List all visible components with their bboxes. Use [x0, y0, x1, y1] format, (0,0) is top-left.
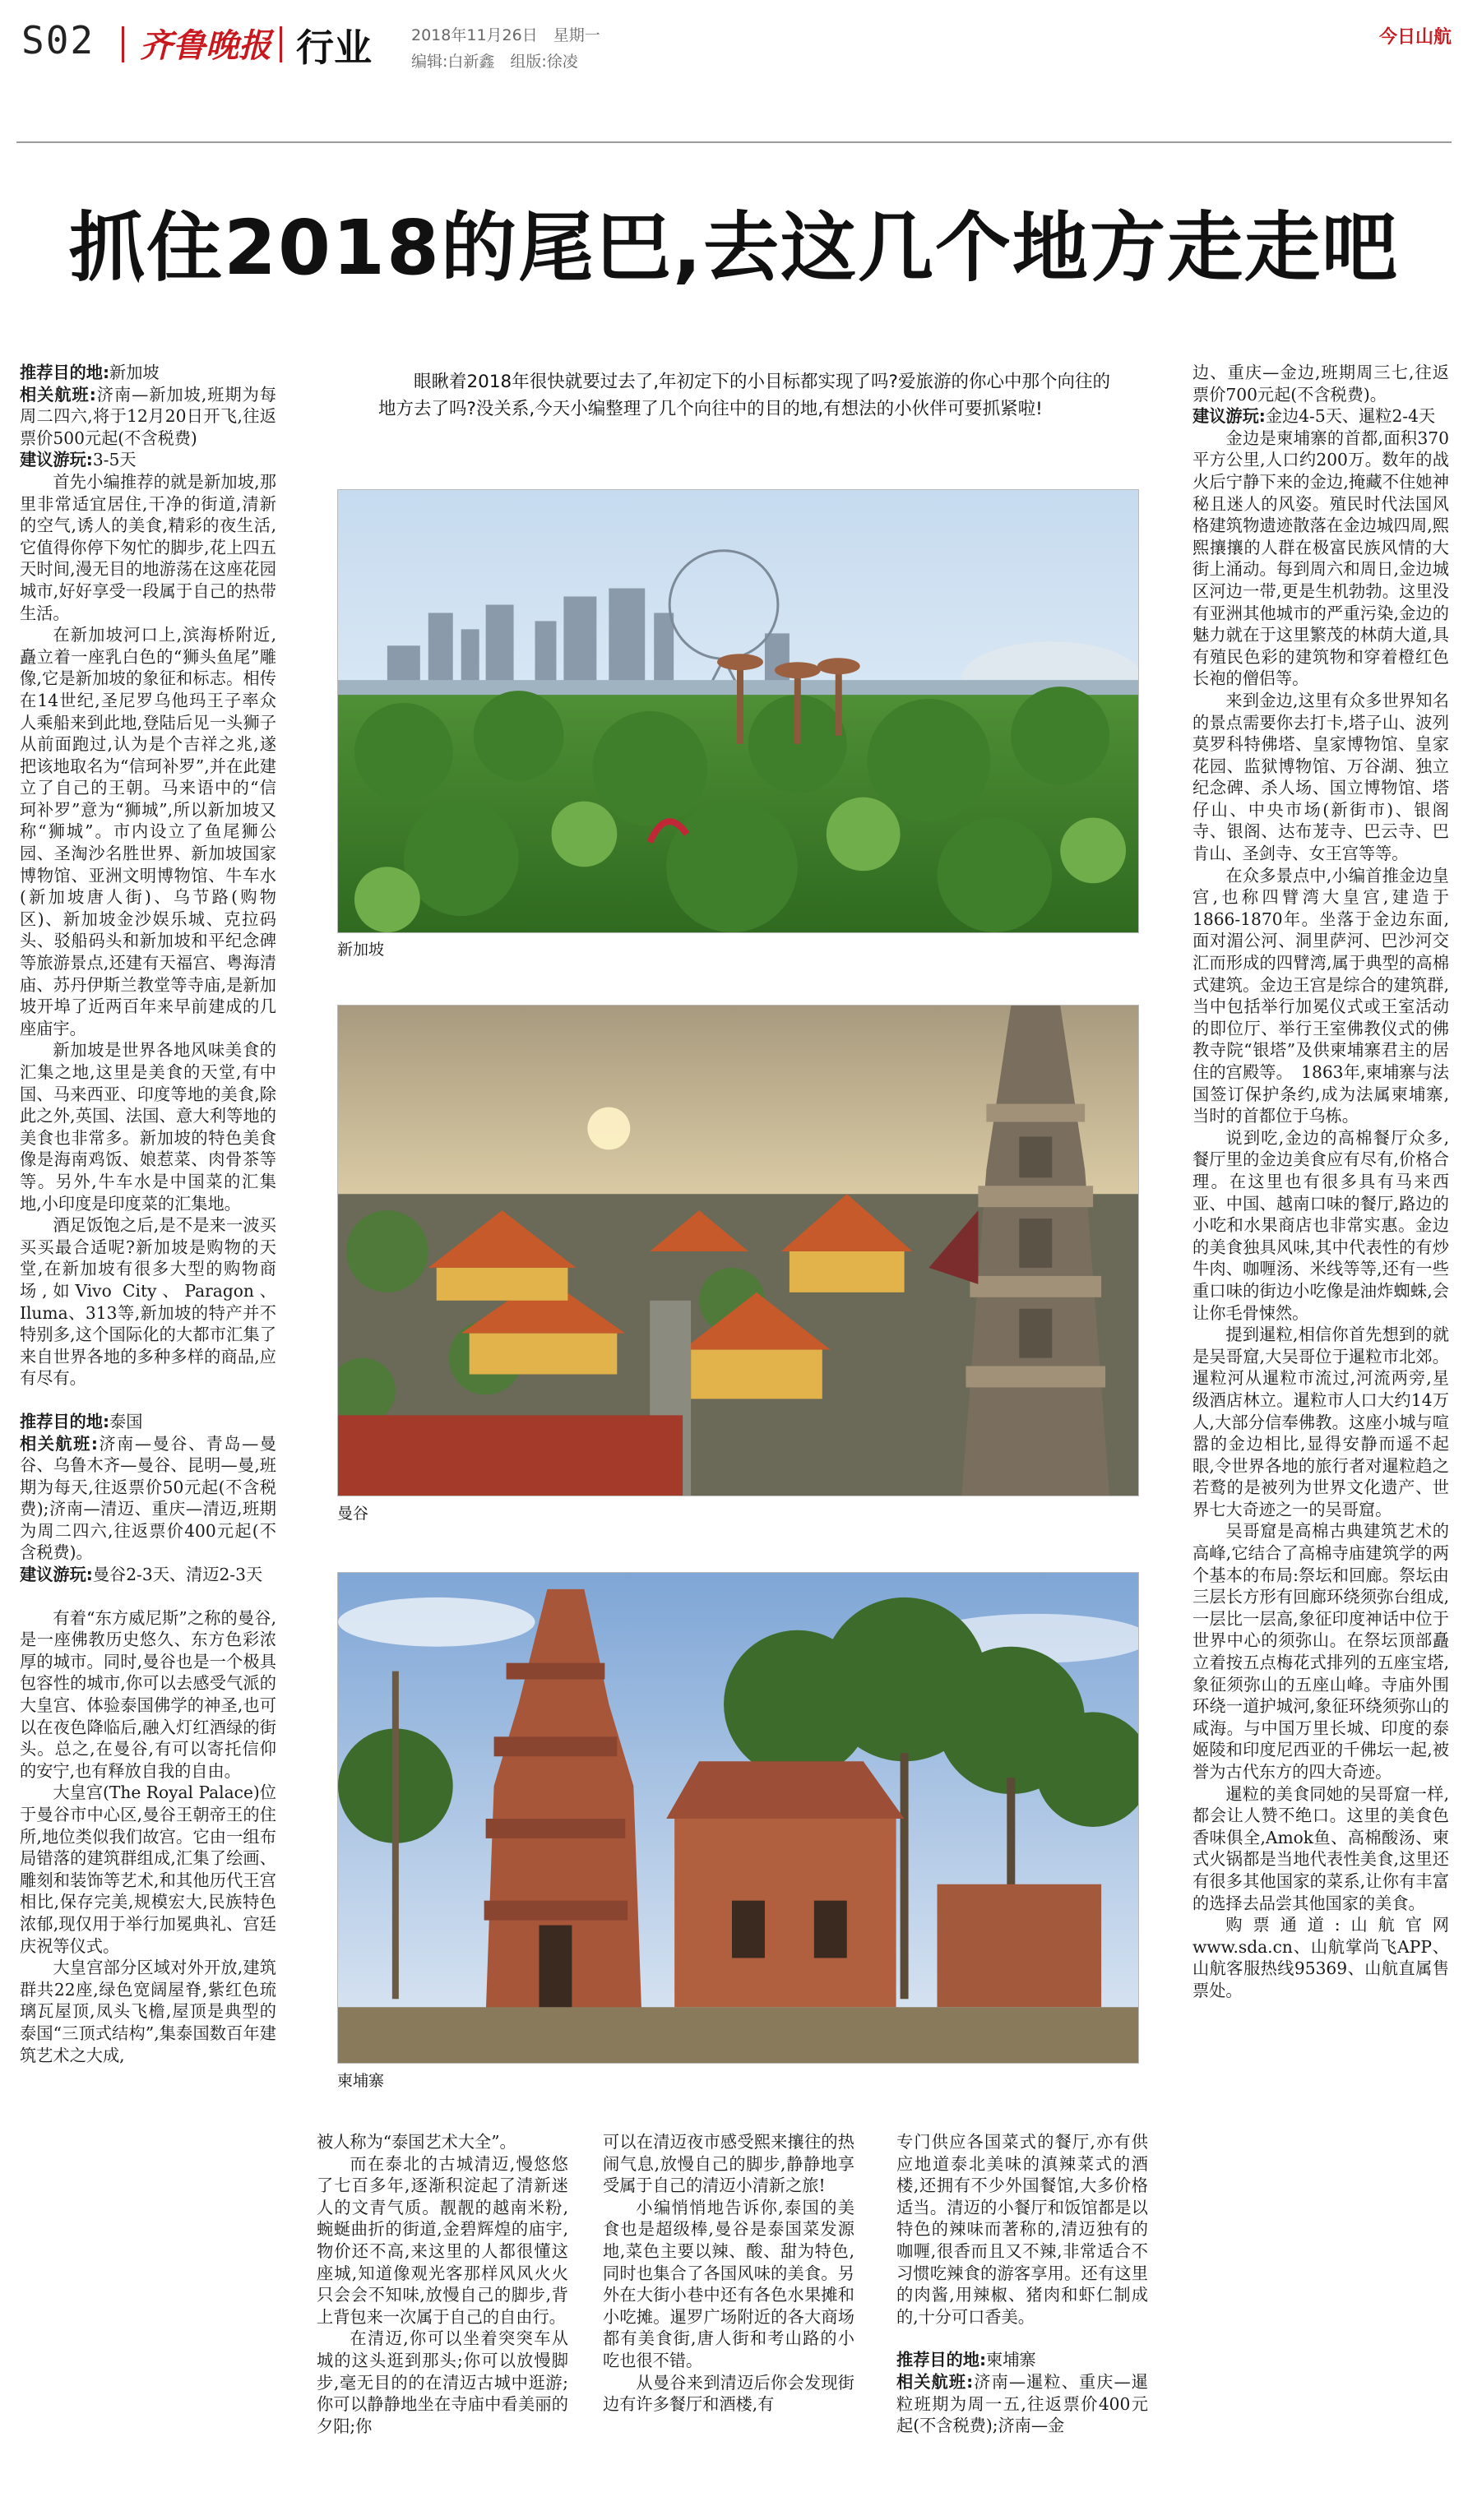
flight-info: 济南—曼谷、青岛—曼谷、乌鲁木齐—曼谷、昆明—曼,班期为每天,往返票价50元起(不含税费);济南—清迈、重庆—清迈,班期为周二四六,往返票价400元起(不含税费)。	[20, 1433, 276, 1563]
label: 推荐目的地:	[896, 2350, 987, 2370]
header-rule	[16, 141, 1452, 143]
label: 相关航班:	[20, 384, 96, 405]
paragraph: 在清迈,你可以坐着突突车从城的这头逛到那头;你可以放慢脚步,毫无目的的在清迈古城中逛游;你可以静静地坐在寺庙中看美丽的夕阳;你	[317, 2328, 568, 2436]
photo-bangkok	[337, 1005, 1139, 1496]
paragraph: 边、重庆—金边,班期周三七,往返票价700元起(不含税费)。	[1192, 363, 1449, 405]
masthead-divider	[122, 26, 124, 62]
paragraph: 在新加坡河口上,滨海桥附近,矗立着一座乳白色的“狮头鱼尾”雕像,它是新加坡的象征和标志。相传在14世纪,圣尼罗乌他玛王子率众人乘船来到此地,登陆后见一头狮子从前面跑过,认为是个吉祥之兆,遂把该地取名为“信珂补罗”,并在此建立了自己的王朝。马来语中的“信珂补罗”意为“狮城”,所以新加坡又称“狮城”。市内设立了鱼尾狮公园、圣淘沙名胜世界、新加坡国家博物馆、亚洲文明博物馆、牛车水(新加坡唐人街)、乌节路(购物区)、新加坡金沙娱乐城、克拉码头、驳船码头和新加坡和平纪念碑等旅游景点,还建有天福宫、粤海清庙、苏丹伊斯兰教堂等寺庙,是新加坡开埠了近两百年来早前建成的几座庙宇。	[20, 625, 276, 1038]
page-number: S02	[21, 18, 95, 62]
play-days: 金边4-5天、暹粒2-4天	[1265, 406, 1436, 427]
column-4	[896, 2131, 1148, 2437]
destination: 新加坡	[109, 363, 160, 382]
flight-info: 济南—新加坡,班期为每周二四六,将于12月20日开飞,往返票价500元起(不含税费)	[20, 384, 276, 448]
play-days: 曼谷2-3天、清迈2-3天	[92, 1565, 263, 1585]
label: 相关航班:	[896, 2371, 974, 2392]
masthead	[16, 15, 1452, 72]
label: 推荐目的地:	[20, 1411, 110, 1431]
paragraph: 吴哥窟是高棉古典建筑艺术的高峰,它结合了高棉寺庙建筑学的两个基本的布局:祭坛和回廊。祭坛由三层长方形有回廊环绕须弥台组成,一层比一层高,象征印度神话中位于世界中心的须弥山。在祭坛顶部矗立着按五点梅花式排列的五座宝塔,象征须弥山的五座山峰。寺庙外围环绕一道护城河,象征环绕须弥山的咸海。与中国万里长城、印度的泰姬陵和印度尼西亚的千佛坛一起,被誉为古代东方的四大奇迹。	[1192, 1521, 1449, 1782]
paragraph: 可以在清迈夜市感受熙来攘往的热闹气息,放慢自己的脚步,静静地享受属于自己的清迈小清新之旅!	[603, 2132, 854, 2196]
editor-credits: 编辑:白新鑫 组版:徐凌	[411, 53, 578, 71]
intro-text: 眼瞅着2018年很快就要过去了,年初定下的小目标都实现了吗?爱旅游的你心中那个向往的地方去了吗?没关系,今天小编整理了几个向往中的目的地,有想法的小伙伴可要抓紧啦!	[378, 372, 1110, 419]
paragraph: 暹粒的美食同她的吴哥窟一样,都会让人赞不绝口。这里的美食色香味俱全,Amok鱼、高棉酸汤、柬式火锅都是当地代表性美食,这里还有很多其他国家的菜系,让你有丰富的选择去品尝其他国家的美食。	[1192, 1783, 1449, 1913]
photo-singapore	[337, 489, 1139, 933]
section-title: 行业	[296, 25, 372, 70]
newspaper-logo: 齐鲁晚报	[140, 26, 271, 65]
column-3	[603, 2131, 854, 2416]
paragraph: 大皇宫部分区域对外开放,建筑群共22座,绿色宽阔屋脊,紫红色琉璃瓦屋顶,凤头飞檐,屋顶是典型的泰国“三顶式结构”,集泰国数百年建筑艺术之大成,	[20, 1958, 276, 2065]
destination: 柬埔寨	[986, 2350, 1036, 2370]
paragraph: 而在泰北的古城清迈,慢悠悠了七百多年,逐渐积淀起了清新迷人的文青气质。靓靓的越南米粉,蜿蜒曲折的街道,金碧辉煌的庙宇,物价还不高,来这里的人都很懂这座城,知道像观光客那样风风火火只会会不知味,放慢自己的脚步,背上背包来一次属于自己的自由行。	[317, 2153, 568, 2327]
photo-cambodia	[337, 1572, 1139, 2064]
paragraph: 小编悄悄地告诉你,泰国的美食也是超级棒,曼谷是泰国菜发源地,菜色主要以辣、酸、甜为特色,同时也集合了各国风味的美食。另外在大街小巷中还有各色水果摊和小吃摊。暹罗广场附近的各大商场都有美食街,唐人街和考山路的小吃也很不错。	[603, 2197, 854, 2370]
paragraph: 被人称为“泰国艺术大全”。	[317, 2132, 516, 2152]
paragraph: 酒足饭饱之后,是不是来一波买买买最合适呢?新加坡是购物的天堂,在新加坡有很多大型的购物商场,如Vivo City、Paragon、Iluma、313等,新加坡的特产并不特别多,这个国际化的大都市汇集了来自世界各地的多种多样的商品,应有尽有。	[20, 1215, 276, 1389]
label: 建议游玩:	[1192, 406, 1266, 427]
destination: 泰国	[109, 1411, 143, 1431]
label: 推荐目的地:	[20, 363, 110, 382]
paragraph: 从曼谷来到清迈后你会发现街边有许多餐厅和酒楼,有	[603, 2372, 854, 2415]
ticket-info: 购票通道:山航官网www.sda.cn、山航掌尚飞APP、山航客服热线95369、山航直属售票处。	[1192, 1915, 1449, 2000]
flight-info: 济南—暹粒、重庆—暹粒班期为周一五,往返票价400元起(不含税费);济南—金	[896, 2371, 1148, 2436]
paragraph: 大皇宫(The Royal Palace)位于曼谷市中心区,曼谷王朝帝王的住所,地位类似我们故宫。它由一组布局错落的建筑群组成,汇集了绘画、雕刻和装饰等艺术,和其他历代王宫相比,保存完美,规模宏大,民族特色浓郁,现仅用于举行加冕典礼、宫廷庆祝等仪式。	[20, 1782, 276, 1956]
paragraph: 新加坡是世界各地风味美食的汇集之地,这里是美食的天堂,有中国、马来西亚、印度等地的美食,除此之外,英国、法国、意大利等地的美食也非常多。新加坡的特色美食像是海南鸡饭、娘惹菜、肉骨茶等等。另外,牛车水是中国菜的汇集地,小印度是印度菜的汇集地。	[20, 1040, 276, 1214]
issue-date: 2018年11月26日 星期一	[411, 26, 600, 44]
column-1	[20, 362, 276, 2066]
paragraph: 专门供应各国菜式的餐厅,亦有供应地道泰北美味的滇辣菜式的酒楼,还拥有不少外国餐馆,大多价格适当。清迈的小餐厅和饭馆都是以特色的辣味而著称的,清迈独有的咖喱,很香而且又不辣,非常适合不习惯吃辣食的游客享用。还有这里的肉酱,用辣椒、猪肉和虾仁制成的,十分可口香美。	[896, 2132, 1148, 2327]
label: 建议游玩:	[20, 1565, 93, 1585]
masthead-divider	[280, 26, 282, 62]
paragraph: 金边是柬埔寨的首都,面积370平方公里,人口约200万。数年的战火后宁静下来的金边,掩藏不住她神秘且迷人的风姿。殖民时代法国风格建筑物遗迹散落在金边城四周,熙熙攘攘的人群在极富民族风情的大街上涌动。每到周六和周日,金边城区河边一带,更是生机勃勃。这里没有亚洲其他城市的严重污染,金边的魅力就在于这里繁茂的林荫大道,具有殖民色彩的建筑物和穿着橙红色长袍的僧侣等。	[1192, 428, 1449, 689]
paragraph: 有着“东方威尼斯”之称的曼谷,是一座佛教历史悠久、东方色彩浓厚的城市。同时,曼谷也是一个极具包容性的城市,你可以去感受气派的大皇宫、体验泰国佛学的神圣,也可以在夜色降临后,融入灯红酒绿的街头。总之,在曼谷,有可以寄托信仰的安宁,也有释放自我的自由。	[20, 1607, 276, 1781]
paragraph: 首先小编推荐的就是新加坡,那里非常适宜居住,干净的街道,清新的空气,诱人的美食,精彩的夜生活,它值得你停下匆忙的脚步,花上四五天时间,漫无目的地游荡在这座花园城市,好好享受一段属于自己的热带生活。	[20, 471, 276, 623]
column-tag: 今日山航	[1378, 27, 1452, 48]
column-2	[317, 2131, 568, 2437]
label: 建议游玩:	[20, 450, 93, 470]
play-days: 3-5天	[92, 450, 137, 470]
paragraph: 在众多景点中,小编首推金边皇宫,也称四臂湾大皇宫,建造于1866-1870年。坐落于金边东面,面对湄公河、洞里萨河、巴沙河交汇而形成的四臂湾,属于典型的高棉式建筑。金边王宫是综合的建筑群,当中包括举行加冕仪式或王室活动的即位厅、举行王室佛教仪式的佛教寺院“银塔”及供柬埔寨君主的居住的宫殿等。 1863年,柬埔寨与法国签订保护条约,成为法属柬埔寨,当时的首都位于乌栋。	[1192, 865, 1449, 1126]
photo-caption: 曼谷	[337, 1505, 369, 1523]
headline: 抓住2018的尾巴,去这几个地方走走吧	[68, 204, 1399, 292]
paragraph: 提到暹粒,相信你首先想到的就是吴哥窟,大吴哥位于暹粒市北郊。暹粒河从暹粒市流过,河流两旁,星级酒店林立。暹粒市人口大约14万人,大部分信奉佛教。这座小城与喧嚣的金边相比,显得安静而遥不起眼,令世界各地的旅行者对暹粒趋之若鹜的是被列为世界文化遗产、世界七大奇迹之一的吴哥窟。	[1192, 1325, 1449, 1519]
paragraph: 来到金边,这里有众多世界知名的景点需要你去打卡,塔子山、波列莫罗科特佛塔、皇家博物馆、皇家花园、监狱博物馆、万谷湖、独立纪念碑、杀人场、国立博物馆、塔仔山、中央市场(新街市)、银阁寺、银阁、达布茏寺、巴云寺、巴肯山、圣剑寺、女王宫等等。	[1192, 690, 1449, 864]
paragraph: 说到吃,金边的高棉餐厅众多,餐厅里的金边美食应有尽有,价格合理。在这里也有很多具有马来西亚、中国、越南口味的餐厅,路边的小吃和水果商店也非常实惠。金边的美食独具风味,其中代表性的有炒牛肉、咖喱汤、米线等等,还有一些重口味的街边小吃像是油炸蜘蛛,会让你毛骨悚然。	[1192, 1127, 1449, 1323]
label: 相关航班:	[20, 1433, 98, 1454]
column-5	[1192, 362, 1449, 2002]
photo-caption: 新加坡	[337, 941, 385, 959]
photo-caption: 柬埔寨	[337, 2072, 385, 2090]
